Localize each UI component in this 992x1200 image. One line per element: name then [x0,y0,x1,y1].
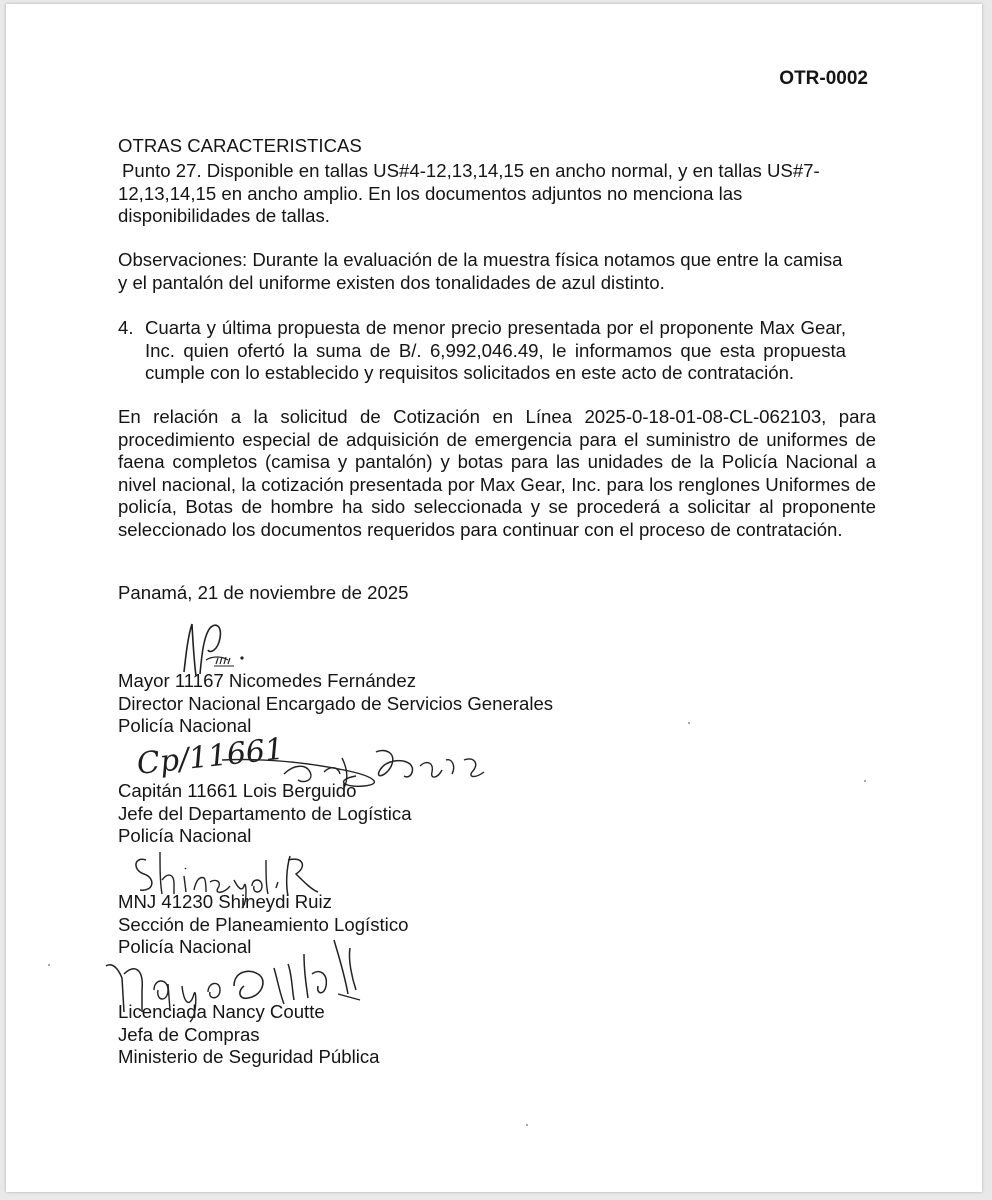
signer-block-3 [118,891,408,959]
scan-speck [48,964,50,966]
place-date: Panamá, 21 de noviembre de 2025 [118,582,409,603]
section-title: OTRAS CARACTERISTICAS [118,135,362,156]
scan-speck [688,722,690,724]
item-number: 4. [118,317,134,338]
signer-name: Licenciada Nancy Coutte [118,1001,325,1022]
signer-title: Sección de Planeamiento Logístico [118,913,409,935]
signer-block-2 [118,780,412,848]
signer-name: Mayor 11167 Nicomedes Fernández [118,670,416,691]
signer-block-1 [118,670,553,738]
document-page [6,4,982,1192]
signer-title: Jefa de Compras [118,1023,260,1045]
signature-2-handwriting: Cp/11661 [135,731,286,782]
punto-27-line-2: 12,13,14,15 en ancho amplio. En los documentos adjuntos no menciona las [118,182,743,204]
signer-organization: Policía Nacional [118,936,252,957]
document-reference: OTR-0002 [779,68,868,89]
scan-speck [526,1124,528,1126]
observaciones-line-2: y el pantalón del uniforme existen dos tonalidades de azul distinto. [118,271,665,293]
signer-name: MNJ 41230 Shineydi Ruiz [118,891,332,912]
punto-27-paragraph [118,160,880,228]
signer-name: Capitán 11661 Lois Berguido [118,780,357,801]
signer-organization: Ministerio de Seguridad Pública [118,1046,380,1067]
observaciones-line-1: Observaciones: Durante la evaluación de la muestra física notamos que entre la camisa [118,249,843,270]
conclusion-paragraph: En relación a la solicitud de Cotización en Línea 2025-0-18-01-08-CL-062103, para procedimiento especial de adquisición de emergencia para el suministro de uniformes de faena completos (camisa y pantalón) y botas para las unidades de la Policía Nacional a nivel nacional, la cotización presentada por Max Gear, Inc. para los renglones Uniformes de policía, Botas de hombre ha sido seleccionada y se procederá a solicitar al proponente seleccionado los documentos requeridos para continuar con el proceso de contratación. [118,406,876,540]
punto-27-line-1: Punto 27. Disponible en tallas US#4-12,13,14,15 en ancho normal, y en tallas US#7- [122,160,820,181]
punto-27-line-3: disponibilidades de tallas. [118,205,330,226]
observaciones-paragraph [118,249,876,294]
scan-speck [864,780,866,782]
signer-title: Jefe del Departamento de Logística [118,802,412,824]
signer-organization: Policía Nacional [118,715,252,736]
signer-organization: Policía Nacional [118,825,252,846]
signer-block-4 [118,1001,380,1069]
signer-title: Director Nacional Encargado de Servicios Generales [118,692,554,714]
item-4-text: Cuarta y última propuesta de menor precio presentada por el proponente Max Gear, Inc. quien ofertó la suma de B/. 6,992,046.49, le informamos que esta propuesta cumple con lo establecido y requisitos solicitados en este acto de contratación. [145,317,846,383]
document-body [6,4,982,1192]
